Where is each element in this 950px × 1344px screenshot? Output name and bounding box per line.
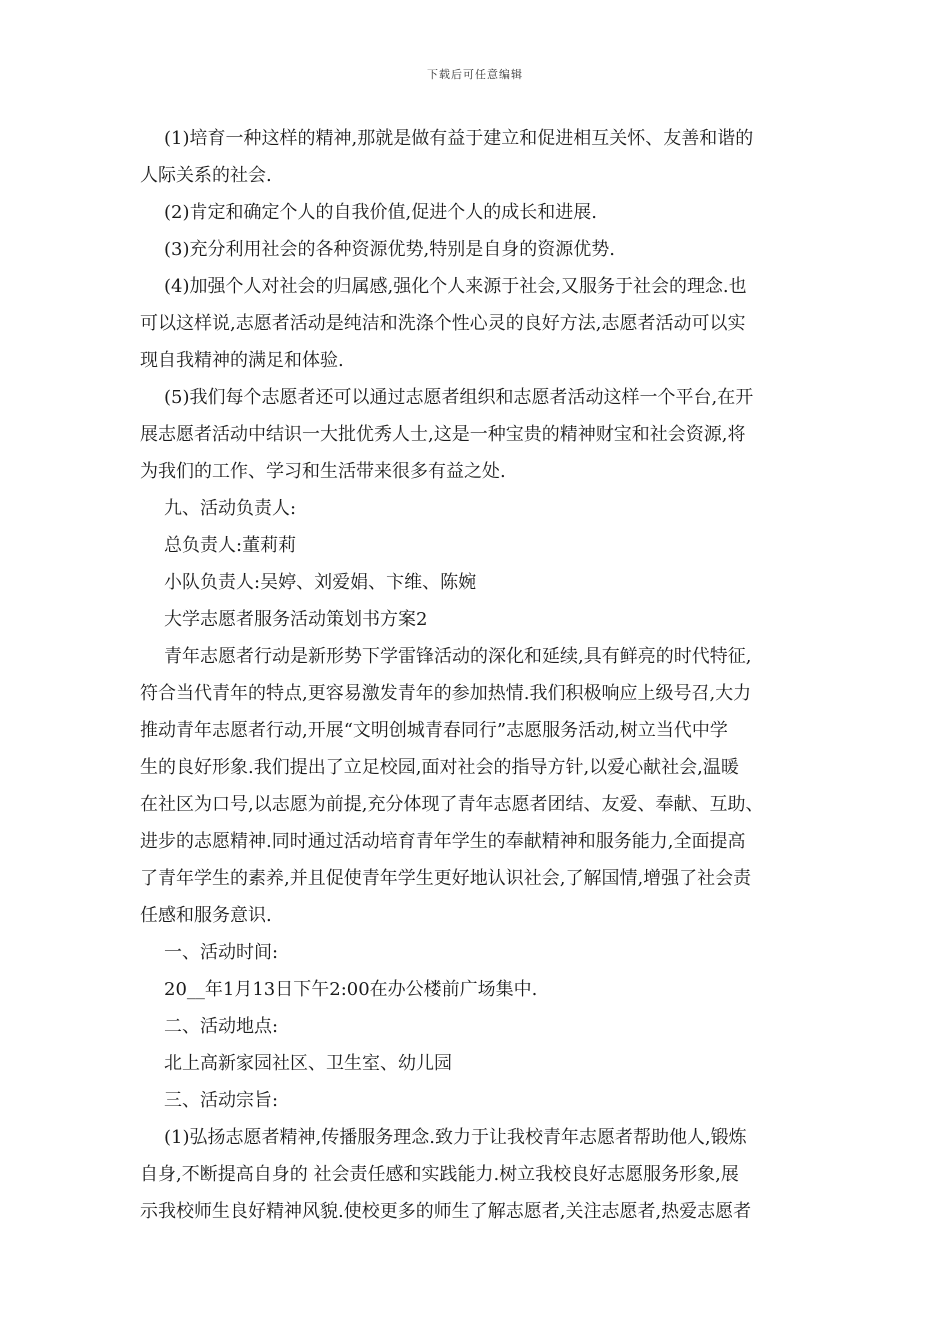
text-line: 自身,不断提高自身的 社会责任感和实践能力.树立我校良好志愿服务形象,展 — [140, 1164, 739, 1185]
text-line: 二、活动地点: — [164, 1016, 279, 1037]
text-line: 三、活动宗旨: — [164, 1090, 279, 1111]
text-line: (4)加强个人对社会的归属感,强化个人来源于社会,又服务于社会的理念.也 — [164, 276, 747, 297]
text-line: 进步的志愿精神.同时通过活动培育青年学生的奉献精神和服务能力,全面提高 — [140, 831, 746, 852]
text-line: 示我校师生良好精神风貌.使校更多的师生了解志愿者,关注志愿者,热爱志愿者 — [140, 1201, 752, 1222]
text-line: 一、活动时间: — [164, 942, 279, 963]
page-header-note: 下载后可任意编辑 — [427, 68, 523, 81]
document-body — [140, 120, 812, 1230]
text-line: 青年志愿者行动是新形势下学雷锋活动的深化和延续,具有鲜亮的时代特征, — [164, 646, 752, 667]
text-line: 20__年1月13日下午2:00在办公楼前广场集中. — [164, 979, 538, 1000]
text-line: 任感和服务意识. — [140, 905, 272, 926]
text-line: 生的良好形象.我们提出了立足校园,面对社会的指导方针,以爱心献社会,温暖 — [140, 757, 739, 778]
text-line: (3)充分利用社会的各种资源优势,特别是自身的资源优势. — [164, 239, 615, 260]
text-line: (1)培育一种这样的精神,那就是做有益于建立和促进相互关怀、友善和谐的 — [164, 128, 754, 149]
text-line: (5)我们每个志愿者还可以通过志愿者组织和志愿者活动这样一个平台,在开 — [164, 387, 754, 408]
text-line: 总负责人:董莉莉 — [164, 535, 297, 556]
text-line: 展志愿者活动中结识一大批优秀人士,这是一种宝贵的精神财宝和社会资源,将 — [140, 424, 746, 445]
text-line: 了青年学生的素养,并且促使青年学生更好地认识社会,了解国情,增强了社会责 — [140, 868, 752, 889]
text-line: 为我们的工作、学习和生活带来很多有益之处. — [140, 461, 506, 482]
text-line: 符合当代青年的特点,更容易激发青年的参加热情.我们积极响应上级号召,大力 — [140, 683, 752, 704]
text-line: 在社区为口号,以志愿为前提,充分体现了青年志愿者团结、友爱、奉献、互助、 — [140, 794, 764, 815]
text-line: 可以这样说,志愿者活动是纯洁和洗涤个性心灵的良好方法,志愿者活动可以实 — [140, 313, 746, 334]
text-line: (2)肯定和确定个人的自我价值,促进个人的成长和进展. — [164, 202, 597, 223]
text-line: 现自我精神的满足和体验. — [140, 350, 344, 371]
text-line: 小队负责人:吴婷、刘爱娟、卞维、陈婉 — [164, 572, 477, 593]
text-line: 九、活动负责人: — [164, 498, 297, 519]
text-line: (1)弘扬志愿者精神,传播服务理念.致力于让我校青年志愿者帮助他人,锻炼 — [164, 1127, 747, 1148]
text-line: 大学志愿者服务活动策划书方案2 — [164, 609, 428, 630]
text-line: 人际关系的社会. — [140, 165, 272, 186]
text-line: 推动青年志愿者行动,开展“文明创城青春同行”志愿服务活动,树立当代中学 — [140, 720, 728, 741]
text-line: 北上高新家园社区、卫生室、幼儿园 — [164, 1053, 452, 1074]
